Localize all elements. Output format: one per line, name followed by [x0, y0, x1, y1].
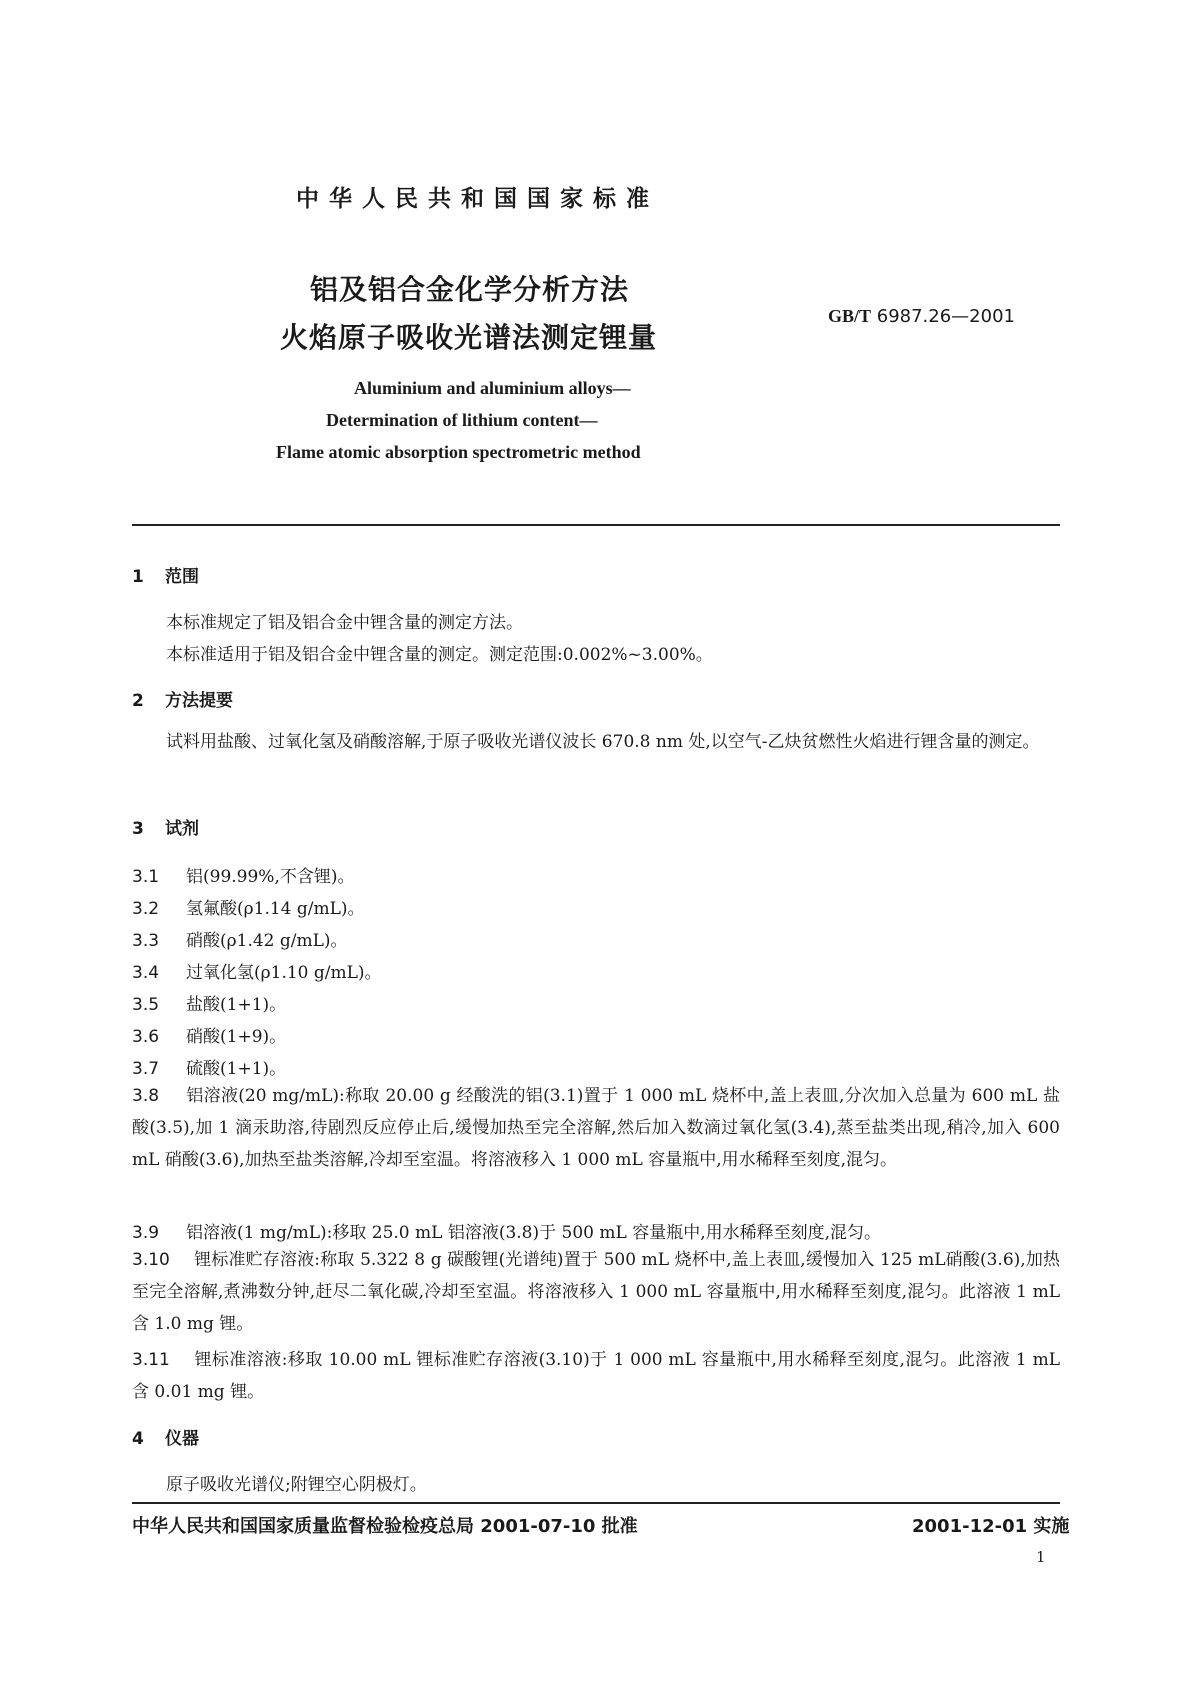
- title-cn-line-2: 火焰原子吸收光谱法测定锂量: [280, 321, 658, 354]
- item-number: 3.1: [132, 867, 160, 887]
- item-number: 3.8: [132, 1086, 160, 1106]
- section-1-paragraph-2: 本标准适用于铝及铝合金中锂含量的测定。测定范围:0.002%~3.00%。: [166, 645, 713, 665]
- section-title: 仪器: [165, 1429, 199, 1449]
- reagent-item: [132, 1022, 286, 1047]
- title-en-line-2: Determination of lithium content—: [326, 410, 598, 430]
- title-en-line-1: Aluminium and aluminium alloys—: [354, 378, 631, 398]
- section-title: 试剂: [165, 819, 199, 839]
- title-cn-line-1: 铝及铝合金化学分析方法: [310, 273, 630, 306]
- section-2-paragraph: 试料用盐酸、过氧化氢及硝酸溶解,于原子吸收光谱仪波长 670.8 nm 处,以空气-乙炔贫燃性火焰进行锂含量的测定。: [166, 732, 1040, 752]
- item-text: 硫酸(1+1)。: [186, 1059, 287, 1079]
- reagent-item-long: [132, 1080, 1060, 1176]
- item-text: 锂标准溶液:移取 10.00 mL 锂标准贮存溶液(3.10)于 1 000 mL 容量瓶中,用水稀释至刻度,混匀。此溶液 1 mL 含 0.01 mg 锂。: [132, 1350, 1060, 1402]
- approval-line: 中华人民共和国国家质量监督检验检疫总局 2001-07-10 批准: [132, 1516, 638, 1537]
- implementation-date: 2001-12-01 实施: [912, 1516, 1070, 1537]
- item-number: 3.7: [132, 1059, 160, 1079]
- section-3-heading: [132, 814, 199, 839]
- item-number: 3.11: [132, 1350, 170, 1370]
- reagent-item: [132, 926, 348, 951]
- standard-code-number: 6987.26—2001: [876, 306, 1015, 327]
- reagent-item-long: [132, 1244, 1060, 1340]
- standard-code-prefix: GB/T: [828, 306, 872, 326]
- item-text: 硝酸(1+9)。: [186, 1027, 287, 1047]
- title-en-line-3: Flame atomic absorption spectrometric method: [276, 442, 641, 462]
- item-number: 3.9: [132, 1223, 160, 1243]
- item-number: 3.4: [132, 963, 160, 983]
- footer-divider: [132, 1502, 1060, 1504]
- item-number: 3.10: [132, 1250, 170, 1270]
- item-number: 3.2: [132, 899, 160, 919]
- item-text: 过氧化氢(ρ1.10 g/mL)。: [186, 963, 382, 983]
- item-text: 硝酸(ρ1.42 g/mL)。: [186, 931, 348, 951]
- reagent-item: [132, 958, 382, 983]
- item-text: 铝溶液(1 mg/mL):移取 25.0 mL 铝溶液(3.8)于 500 mL 容量瓶中,用水稀释至刻度,混匀。: [186, 1223, 881, 1243]
- standard-code: [828, 306, 1015, 327]
- reagent-item: [132, 862, 355, 887]
- section-number: 4: [132, 1429, 144, 1449]
- reagent-item: [132, 1218, 881, 1243]
- item-number: 3.6: [132, 1027, 160, 1047]
- item-text: 盐酸(1+1)。: [186, 995, 287, 1015]
- item-text: 锂标准贮存溶液:称取 5.322 8 g 碳酸锂(光谱纯)置于 500 mL 烧杯中,盖上表皿,缓慢加入 125 mL硝酸(3.6),加热至完全溶解,煮沸数分钟,赶尽二氧化碳,冷却至室温。将溶液移入 1 000 mL 容量瓶中,用水稀释至刻度,混匀。此溶液 1 mL 含 1.0 mg 锂。: [132, 1250, 1060, 1334]
- header-divider: [132, 524, 1060, 526]
- section-4-heading: [132, 1424, 199, 1449]
- page-number: 1: [1036, 1548, 1046, 1566]
- section-number: 2: [132, 691, 144, 711]
- reagent-item: [132, 894, 365, 919]
- section-title: 范围: [165, 567, 199, 587]
- section-1-paragraph-1: 本标准规定了铝及铝合金中锂含量的测定方法。: [166, 613, 523, 633]
- item-text: 铝溶液(20 mg/mL):称取 20.00 g 经酸洗的铝(3.1)置于 1 000 mL 烧杯中,盖上表皿,分次加入总量为 600 mL 盐酸(3.5),加 1 滴汞助溶,待剧烈反应停止后,缓慢加热至完全溶解,然后加入数滴过氧化氢(3.4),蒸至盐类出现,稍冷,加入 600 mL 硝酸(3.6),加热至盐类溶解,冷却至室温。将溶液移入 1 000 mL 容量瓶中,用水稀释至刻度,混匀。: [132, 1086, 1060, 1170]
- item-text: 氢氟酸(ρ1.14 g/mL)。: [186, 899, 365, 919]
- section-number: 3: [132, 819, 144, 839]
- section-4-paragraph: 原子吸收光谱仪;附锂空心阴极灯。: [166, 1475, 427, 1495]
- item-number: 3.5: [132, 995, 160, 1015]
- section-title: 方法提要: [165, 691, 233, 711]
- section-1-heading: [132, 562, 199, 587]
- item-number: 3.3: [132, 931, 160, 951]
- reagent-item: [132, 1054, 286, 1079]
- national-standard-heading: 中华人民共和国国家标准: [296, 186, 659, 212]
- reagent-item: [132, 990, 286, 1015]
- section-number: 1: [132, 567, 144, 587]
- section-2-heading: [132, 686, 233, 711]
- item-text: 铝(99.99%,不含锂)。: [186, 867, 355, 887]
- reagent-item-long: [132, 1344, 1060, 1408]
